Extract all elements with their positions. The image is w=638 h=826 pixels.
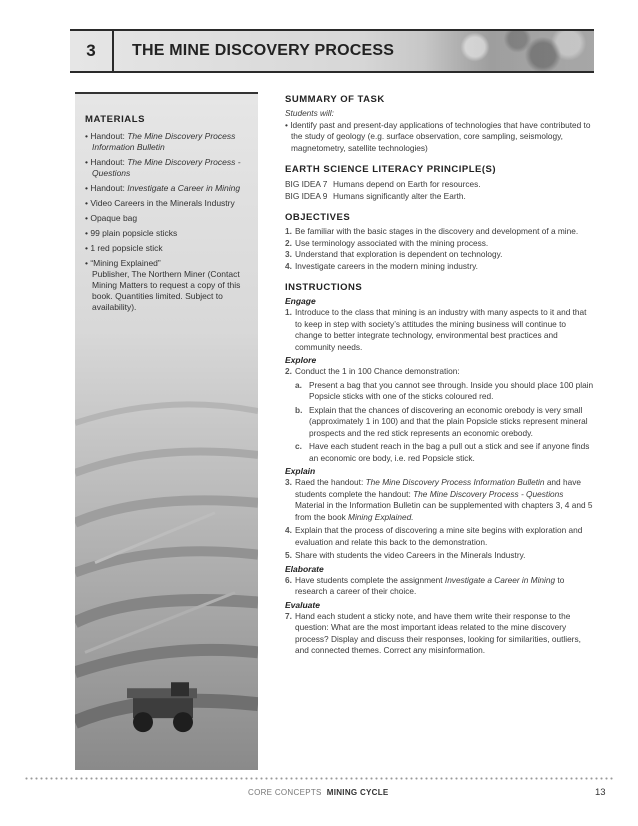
materials-heading: MATERIALS [85,114,146,125]
big-idea-key: BIG IDEA 7 [285,179,328,189]
instruction-step: 4. Explain that the process of discovering a mine site begins with exploration and evaluation and relate this back to the demonstration. [285,525,583,547]
phase-label-engage: Engage [285,296,316,306]
summary-bullet: • Identify past and present-day applications of technologies that have contributed to the study of geology (e.g. surface observation, core sampling, seismology, magnetometry, satellite technologies) [285,119,591,153]
objectives-section [285,212,595,272]
summary-heading: SUMMARY OF TASK [285,94,385,105]
materials-list [85,131,253,269]
literacy-section [285,164,595,202]
list-item: • “Mining Explained” [85,258,161,268]
big-idea-text: Humans significantly alter the Earth. [333,191,466,201]
rock-texture-image [424,31,594,71]
section-number: 3 [70,31,114,71]
instructions-section [285,282,595,657]
phase-label-explore: Explore [285,355,317,365]
instruction-substep: a. Present a bag that you cannot see through. Inside you should place 100 plain Popsicle sticks with one of the sticks coloured red. [295,379,594,401]
instruction-step: 3. Raed the handout: The Mine Discovery Process Information Bulletin and have students complete the handout: The Mine Discovery Process - Questions Material in the Information Bulletin can be supplemented with chapters 3, 4 and 5 from the book Mining Explained. [285,477,593,522]
list-item: • Handout: Investigate a Career in Mining [85,183,241,193]
phase-label-evaluate: Evaluate [285,599,320,610]
instruction-step: 5. Share with students the video Careers in the Minerals Industry. [285,550,526,560]
list-item: • Video Careers in the Minerals Industry [85,198,235,208]
big-idea-text: Humans depend on Earth for resources. [333,179,481,189]
materials-panel [85,114,253,313]
instruction-step: 6. Have students complete the assignment Investigate a Career in Mining to research a career of their choice. [285,574,565,596]
list-item: 2. Use terminology associated with the mining process. [285,237,489,248]
page-footer [0,786,638,800]
objectives-list [285,226,595,272]
phase-label-explain: Explain [285,466,316,476]
footer-label: CORE CONCEPTS MINING CYCLE [248,788,389,797]
main-content [285,94,595,659]
phase-label-elaborate: Elaborate [285,563,324,574]
book-note: Publisher, The Northern Miner (Contact Mining Matters to request a copy of this book. Quantities limited. Subject to availability). [92,269,241,312]
instruction-step: 7. Hand each student a sticky note, and have them write their response to the question: What are the most important ideas related to the mine discovery process? Display and discuss their responses, looking for similarities, outliers, and connected themes. Correct any misinformation. [285,610,581,655]
section-header [70,29,594,73]
big-idea-row [285,190,595,202]
literacy-heading: EARTH SCIENCE LITERACY PRINCIPLE(S) [285,164,497,175]
list-item: • Handout: The Mine Discovery Process - Questions [85,157,241,178]
instruction-substep: b. Explain that the chances of discovering an economic orebody is very small (approximately 1 in 100) and that the plain Popsicle sticks represent mineral prospects and the red stick represents an economic orebody. [295,404,588,438]
summary-section [285,94,595,154]
summary-lead: Students will: [285,108,334,118]
big-idea-key: BIG IDEA 9 [285,191,328,201]
instruction-step: 1. Introduce to the class that mining is an industry with many aspects to it and that to keep in step with society’s attitudes the mining business will continue to change to better integrate technology, environmental best practices and community needs. [285,307,587,352]
instructions-heading: INSTRUCTIONS [285,282,363,293]
list-item: • 1 red popsicle stick [85,243,163,253]
list-item: 4. Investigate careers in the modern mining industry. [285,260,478,271]
instruction-step: 2. Conduct the 1 in 100 Chance demonstration: [285,366,460,376]
page-number: 13 [595,787,606,798]
page-title: THE MINE DISCOVERY PROCESS [132,42,395,59]
list-item: 1. Be familiar with the basic stages in the discovery and development of a mine. [285,226,579,236]
instruction-substep: c. Have each student reach in the bag a pull out a stick and see if anyone finds an economic ore body, i.e. red Popsicle stick. [295,441,590,463]
footer-divider [24,777,614,780]
materials-sidebar [75,92,258,770]
list-item: • Handout: The Mine Discovery Process Information Bulletin [85,131,236,152]
list-item: • 99 plain popsicle sticks [85,228,178,238]
big-idea-row [285,178,595,190]
objectives-heading: OBJECTIVES [285,212,351,223]
list-item: 3. Understand that exploration is dependent on technology. [285,249,503,259]
list-item: • Opaque bag [85,213,138,223]
